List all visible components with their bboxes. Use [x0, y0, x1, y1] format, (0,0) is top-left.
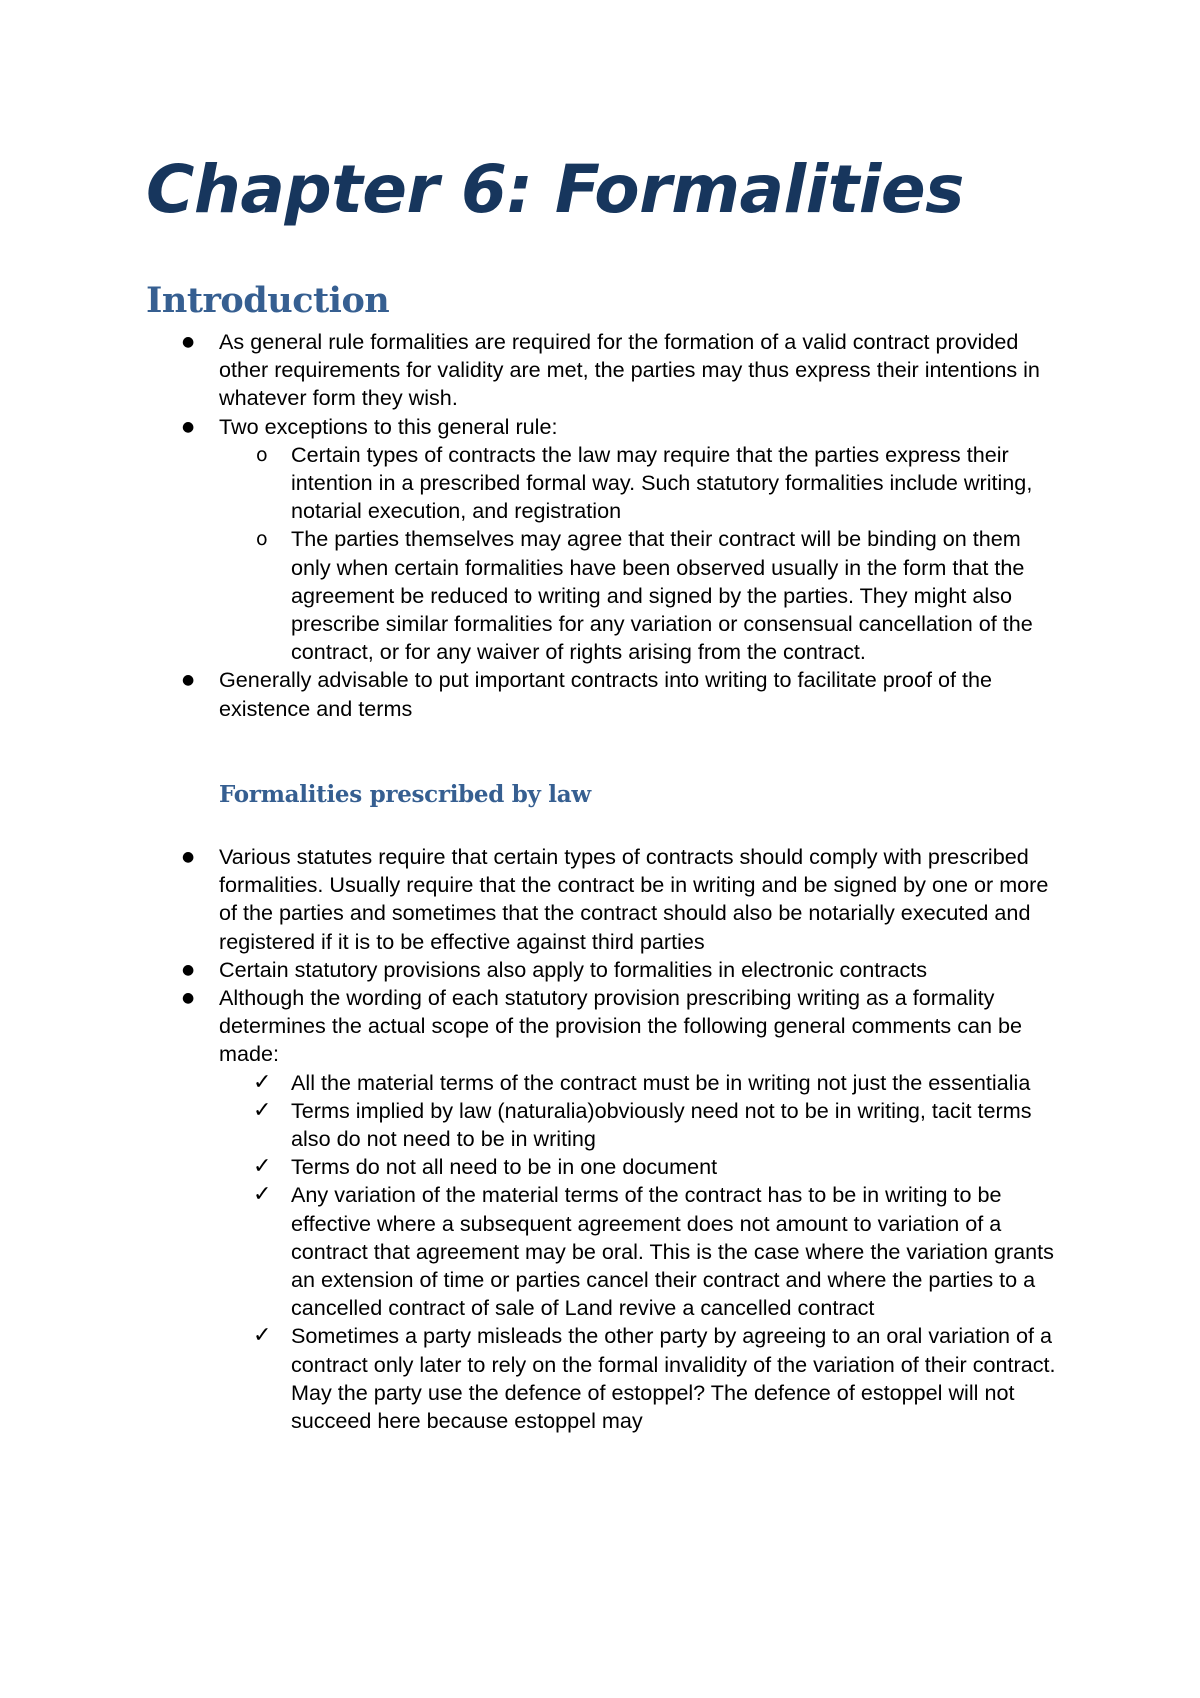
list-item-text: Terms implied by law (naturalia)obviously need not to be in writing, tacit terms also do not need to be in writing: [291, 1097, 1032, 1152]
sub-list-item: [146, 525, 1066, 666]
check-list-item: [146, 1322, 1066, 1435]
list-item: [146, 984, 1066, 1069]
check-list-item: [146, 1153, 1066, 1181]
list-item-text: Terms do not all need to be in one document: [291, 1154, 718, 1180]
check-list-item: [146, 1181, 1066, 1322]
list-item-text: Although the wording of each statutory provision prescribing writing as a formality determines the actual scope of the provision the following general comments can be made:: [219, 985, 1023, 1067]
list-item: [146, 413, 1066, 441]
law-bullet-list: [146, 843, 1066, 1435]
bullet-icon: ●: [182, 990, 195, 1007]
chapter-title: Chapter 6: Formalities: [146, 151, 964, 228]
list-item-text: Any variation of the material terms of the contract has to be in writing to be effective where a subsequent agreement does not amount to variation of a contract that agreement may be oral. This is the case where the variation grants an extension of time or parties cancel their contract and where the parties to a cancelled contract of sale of Land revive a cancelled contract: [291, 1182, 1054, 1321]
intro-bullet-list: [146, 328, 1066, 723]
list-item-text: Certain types of contracts the law may require that the parties express their intention in a prescribed formal way. Such statutory formalities include writing, notarial execution, and registration: [291, 441, 1033, 524]
checkmark-icon: ✓: [253, 1154, 272, 1180]
list-item: [146, 328, 1066, 413]
circle-bullet-icon: o: [256, 528, 268, 551]
list-item: [146, 956, 1066, 984]
check-list-item: [146, 1069, 1066, 1097]
checkmark-icon: ✓: [253, 1323, 272, 1349]
checkmark-icon: ✓: [253, 1069, 272, 1095]
circle-bullet-icon: o: [256, 443, 268, 466]
section-heading-formalities-prescribed-by-law: Formalities prescribed by law: [219, 781, 591, 808]
list-item: [146, 843, 1066, 956]
bullet-icon: ●: [182, 672, 195, 689]
section-heading-introduction: Introduction: [146, 280, 390, 321]
list-item-text: Generally advisable to put important contracts into writing to facilitate proof of the existence and terms: [219, 667, 992, 721]
checkmark-icon: ✓: [253, 1182, 272, 1208]
list-item-text: Sometimes a party misleads the other party by agreeing to an oral variation of a contract only later to rely on the formal invalidity of the variation of their contract. May the party use the defence of estoppel? The defence of estoppel will not succeed here because estoppel may: [291, 1323, 1056, 1434]
list-item-text: Two exceptions to this general rule:: [219, 413, 558, 439]
list-item-text: Certain statutory provisions also apply to formalities in electronic contracts: [219, 956, 928, 982]
list-item-text: As general rule formalities are required for the formation of a valid contract provided other requirements for validity are met, the parties may thus express their intentions in whatever form they wish.: [219, 329, 1040, 411]
check-list-item: [146, 1097, 1066, 1153]
list-item-text: Various statutes require that certain types of contracts should comply with prescribed formalities. Usually require that the contract be in writing and be signed by one or more of the parties and sometimes that the contract should also be notarially executed and registered if it is to be effective against third parties: [219, 844, 1049, 954]
bullet-icon: ●: [182, 961, 195, 978]
sub-list-item: [146, 441, 1066, 526]
list-item-text: All the material terms of the contract must be in writing not just the essentialia: [291, 1069, 1031, 1095]
list-item: [146, 666, 1066, 722]
bullet-icon: ●: [182, 418, 195, 435]
list-item-text: The parties themselves may agree that their contract will be binding on them only when certain formalities have been observed usually in the form that the agreement be reduced to writing and signed by the parties. They might also prescribe similar formalities for any variation or consensual cancellation of the contract, or for any waiver of rights arising from the contract.: [291, 526, 1033, 665]
bullet-icon: ●: [182, 849, 195, 865]
bullet-icon: ●: [182, 334, 195, 350]
checkmark-icon: ✓: [253, 1097, 272, 1123]
